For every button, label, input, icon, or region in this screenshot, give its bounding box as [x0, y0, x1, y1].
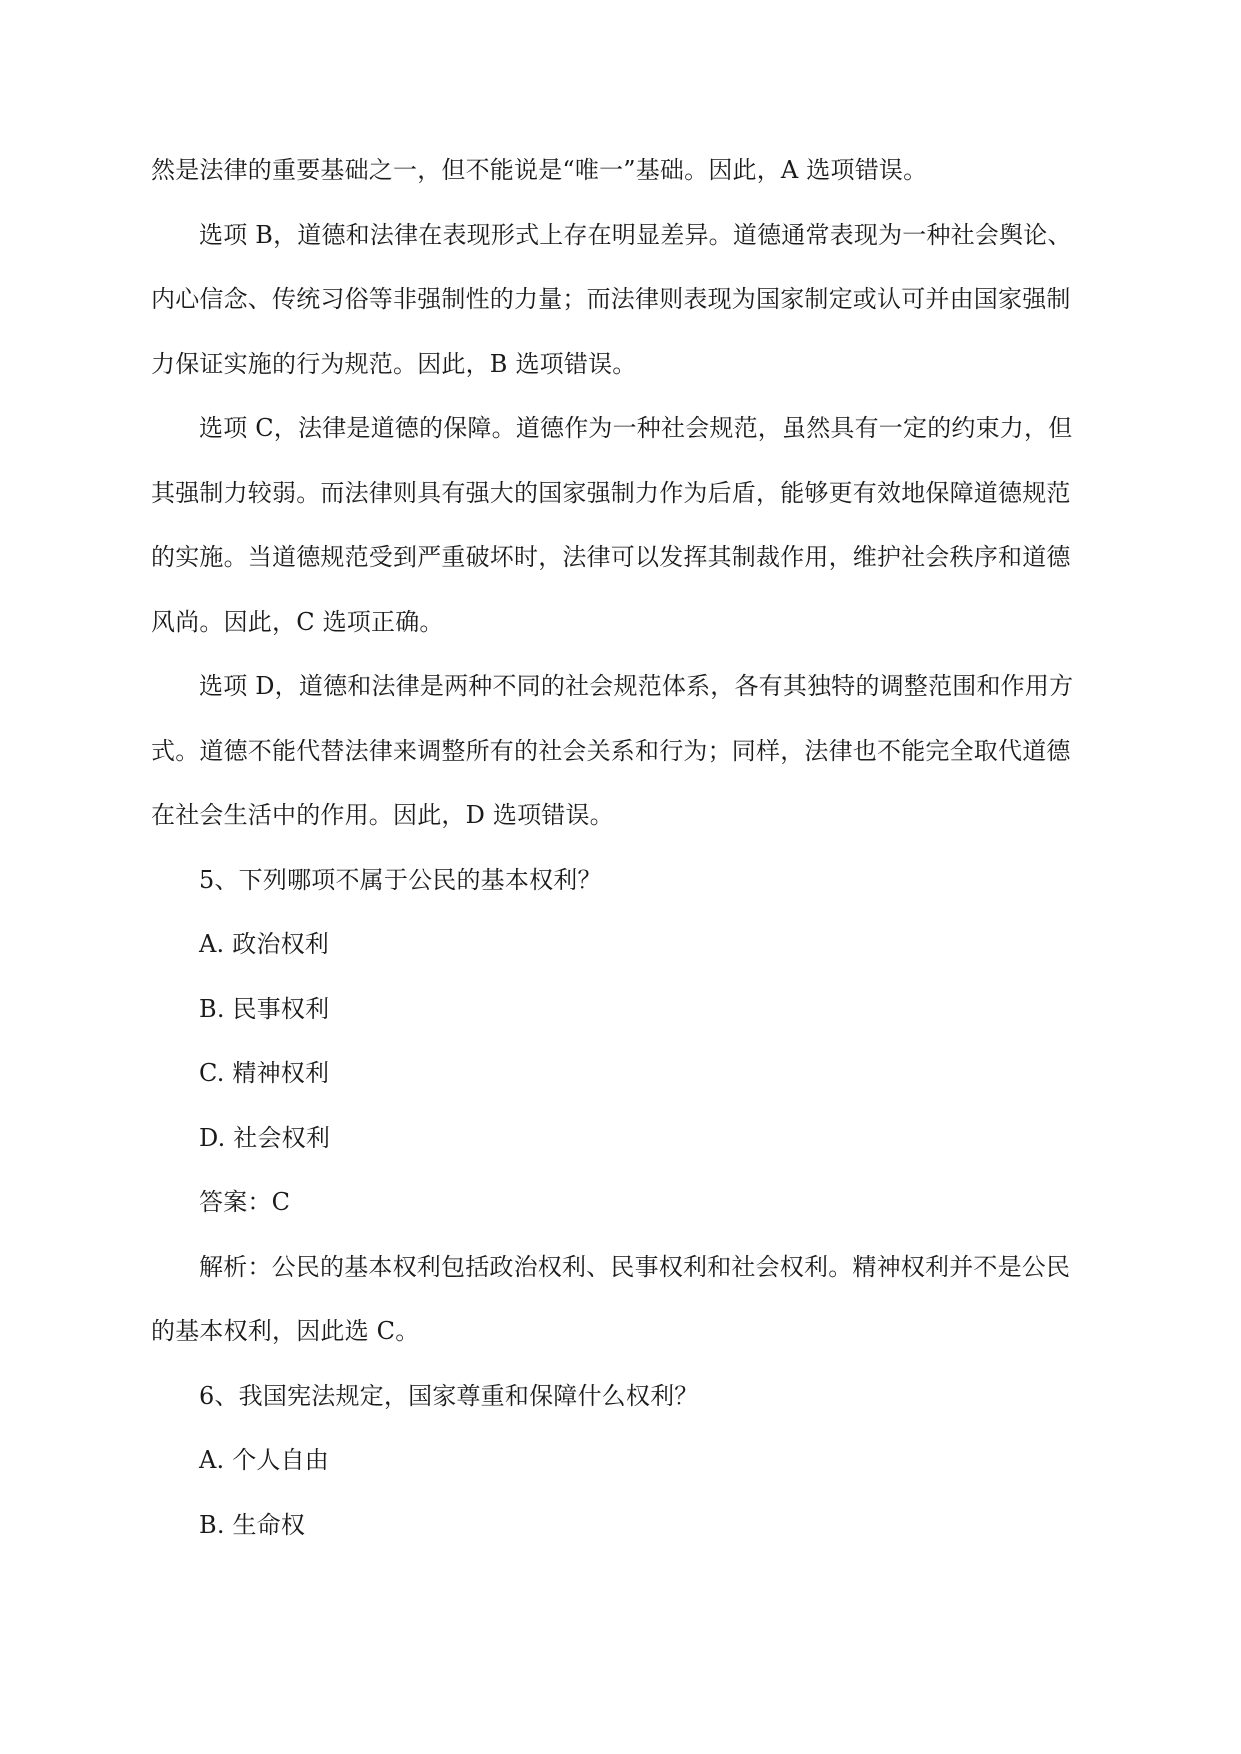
text-line: 选项 D，道德和法律是两种不同的社会规范体系，各有其独特的调整范围和作用方	[199, 672, 1074, 700]
text-line: A. 个人自由	[199, 1446, 329, 1474]
text-line: 然是法律的重要基础之一，但不能说是“唯一”基础。因此，A 选项错误。	[151, 156, 928, 184]
q5-option-a	[151, 912, 1091, 977]
q5-option-b	[151, 977, 1091, 1042]
text-line: 力保证实施的行为规范。因此，B 选项错误。	[151, 349, 637, 378]
text-line: B. 民事权利	[199, 994, 330, 1023]
question-6	[151, 1364, 1091, 1429]
text-line: 其强制力较弱。而法律则具有强大的国家强制力作为后盾，能够更有效地保障道德规范	[151, 478, 1071, 507]
q6-option-b	[151, 1493, 1091, 1558]
text-line: 选项 C，法律是道德的保障。道德作为一种社会规范，虽然具有一定的约束力，但	[199, 414, 1073, 442]
text-line: 式。道德不能代替法律来调整所有的社会关系和行为；同样，法律也不能完全取代道德	[151, 736, 1071, 765]
q6-option-a	[151, 1428, 1091, 1493]
text-line: 5、下列哪项不属于公民的基本权利？	[199, 865, 602, 894]
q5-option-d	[151, 1106, 1091, 1171]
text-line: B. 生命权	[199, 1510, 306, 1539]
q5-option-c	[151, 1041, 1091, 1106]
text-line: 的基本权利，因此选 C。	[151, 1317, 420, 1345]
q5-explanation	[151, 1235, 1091, 1364]
text-line: 的实施。当道德规范受到严重破坏时，法律可以发挥其制裁作用，维护社会秩序和道德	[151, 543, 1071, 571]
option-d-analysis	[151, 654, 1091, 848]
text-line: 内心信念、传统习俗等非强制性的力量；而法律则表现为国家制定或认可并由国家强制	[151, 285, 1071, 313]
option-c-analysis	[151, 396, 1091, 654]
text-line: D. 社会权利	[199, 1123, 331, 1152]
option-b-analysis	[151, 203, 1091, 397]
text-line: 在社会生活中的作用。因此，D 选项错误。	[151, 801, 614, 829]
text-line: A. 政治权利	[199, 930, 329, 958]
option-a-continuation	[151, 138, 1091, 203]
question-5	[151, 848, 1091, 913]
text-line: 答案：C	[199, 1188, 291, 1216]
text-line: C. 精神权利	[199, 1059, 330, 1087]
q5-answer	[151, 1170, 1091, 1235]
document-body	[151, 138, 1091, 1557]
text-line: 6、我国宪法规定，国家尊重和保障什么权利？	[199, 1381, 699, 1410]
text-line: 解析：公民的基本权利包括政治权利、民事权利和社会权利。精神权利并不是公民	[199, 1252, 1071, 1281]
text-line: 选项 B，道德和法律在表现形式上存在明显差异。道德通常表现为一种社会舆论、	[199, 220, 1072, 249]
text-line: 风尚。因此，C 选项正确。	[151, 607, 444, 636]
